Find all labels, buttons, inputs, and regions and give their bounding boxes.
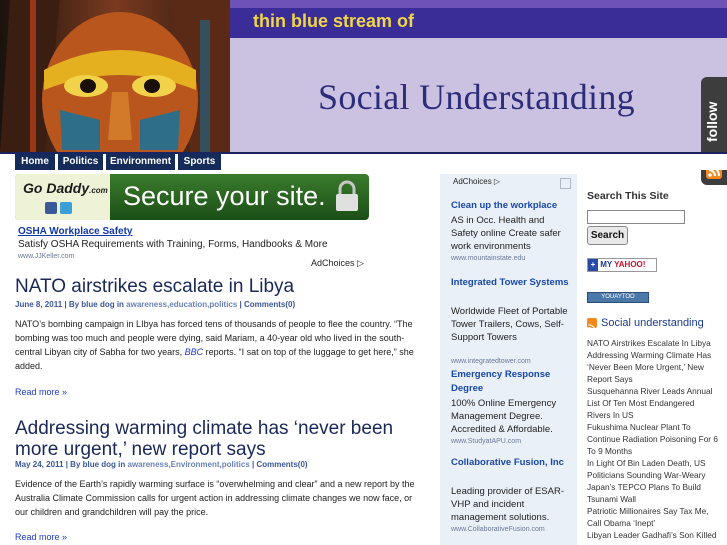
text-ad-url[interactable]: www.JJKeller.com: [18, 253, 75, 260]
column-ad-url[interactable]: www.integratedtower.com: [451, 358, 531, 365]
feed-item[interactable]: Addressing Warming Climate Has ‘Never Been More Urgent,’ New Report Says: [587, 350, 712, 384]
post-meta: June 8, 2011 | By blue dog in awareness,education,politics | Comments(0): [15, 300, 296, 309]
post-title[interactable]: Addressing warming climate has ‘never been more urgent,’ new report says: [15, 418, 394, 460]
column-ad-title[interactable]: Emergency Response Degree: [451, 369, 551, 394]
column-ad-description: Leading provider of ESAR-VHP and incident management solutions.: [451, 486, 565, 523]
column-ad-description: 100% Online Emergency Management Degree. Accredited & Affordable.: [451, 398, 557, 435]
column-ad-description: AS in Occ. Health and Safety online Create safer work environments: [451, 215, 561, 252]
youaytoo-button[interactable]: YOUAYTOO: [587, 292, 649, 303]
nav-item-home[interactable]: Home: [15, 154, 55, 170]
text-ad-description: Satisfy OSHA Requirements with Training, Forms, Handbooks & More: [18, 239, 328, 250]
adchoices-link[interactable]: AdChoices ▷: [311, 258, 364, 268]
feed-item[interactable]: NATO Airstrikes Escalate In Libya: [587, 338, 711, 348]
post-categories[interactable]: awareness,education,politics: [126, 300, 238, 309]
header-stripe-top: [230, 0, 727, 8]
feed-item[interactable]: Libyan Leader Gadhafi’s Son Killed: [587, 530, 717, 540]
text-ad-title[interactable]: OSHA Workplace Safety: [18, 226, 133, 237]
post-comments[interactable]: | Comments(0): [249, 460, 308, 469]
column-ad-title[interactable]: Collaborative Fusion, Inc: [451, 457, 564, 468]
post-excerpt: Evidence of the Earth’s rapidly warming surface is “overwhelming and clear” and a new report by the Australia Climate Commission calls for urgent action in addressing climate changes we now face, or our children and grandchildren will pay the price.: [15, 479, 415, 517]
search-button[interactable]: Search: [587, 226, 628, 245]
facebook-icon: [45, 202, 57, 214]
read-more-link[interactable]: Read more »: [15, 532, 68, 542]
post-title[interactable]: NATO airstrikes escalate in Libya: [15, 276, 295, 297]
column-ad-url[interactable]: www.mountainstate.edu: [451, 255, 526, 262]
header-mask-artwork: [0, 0, 230, 152]
feed-item[interactable]: Susquehanna River Leads Annual List Of Ten Most Endangered Rivers In US: [587, 386, 713, 420]
post-meta: May 24, 2011 | By blue dog in awareness,Environment,politics | Comments(0): [15, 460, 308, 469]
twitter-icon: [60, 202, 72, 214]
post-excerpt: NATO’s bombing campaign in LIbya has forced tens of thousands of people to flee the country. “The bombing was too much and people were dying, said Mariam, a 40-year old who lived in the south-central Libyan city of Sabha for two years, BBC reports. “I sat on top of the luggage to get here,” she added.: [15, 319, 414, 371]
feed-item[interactable]: Japan’s TEPCO Plans To Build Tsunami Wall: [587, 482, 701, 504]
godaddy-logo: Go Daddy.com: [15, 174, 110, 220]
source-link[interactable]: BBC: [184, 347, 204, 357]
search-heading: Search This Site: [587, 190, 669, 202]
close-icon[interactable]: [560, 178, 571, 189]
feed-heading[interactable]: Social understanding: [601, 317, 704, 329]
column-ad-title[interactable]: Clean up the workplace: [451, 200, 558, 211]
column-ad-url[interactable]: www.StudyatAPU.com: [451, 438, 522, 445]
nav-item-sports[interactable]: Sports: [178, 154, 221, 170]
feed-item[interactable]: Fukushima Nuclear Plant To Continue Radiation Poisoning For 6 To 9 Months: [587, 422, 718, 456]
feed-item[interactable]: Patriotic Millionaires Say Tax Me, Call Obama ‘Inept’: [587, 506, 709, 528]
site-tagline: thin blue stream of: [253, 11, 415, 31]
site-title[interactable]: Social Understanding: [318, 77, 635, 117]
nav-item-environment[interactable]: Environment: [106, 154, 175, 170]
site-header: [0, 0, 727, 152]
read-more-link[interactable]: Read more »: [15, 387, 68, 397]
banner-headline: Secure your site.: [123, 181, 326, 211]
padlock-icon: [333, 180, 361, 212]
post-categories[interactable]: awareness,Environment,politics: [127, 460, 250, 469]
feed-list: [587, 337, 719, 541]
column-ad-description: Worldwide Fleet of Portable Tower Trailers, Cows, Self-Support Towers: [451, 306, 568, 343]
add-to-my-yahoo-button[interactable]: + MY YAHOO!: [587, 258, 657, 272]
column-ad-url[interactable]: www.CollaborativeFusion.com: [451, 526, 545, 533]
rss-icon[interactable]: [587, 318, 597, 328]
godaddy-banner-ad[interactable]: [15, 174, 369, 220]
search-input[interactable]: [587, 210, 685, 224]
follow-label: follow: [704, 101, 720, 143]
column-ad-title[interactable]: Integrated Tower Systems: [451, 277, 569, 288]
adchoices-link[interactable]: AdChoices ▷: [453, 177, 501, 186]
nav-item-politics[interactable]: Politics: [58, 154, 103, 170]
feed-item[interactable]: In Light Of Bin Laden Death, US Politicians Sounding War-Weary: [587, 458, 706, 480]
post-comments[interactable]: | Comments(0): [237, 300, 296, 309]
ad-column: [440, 174, 577, 545]
